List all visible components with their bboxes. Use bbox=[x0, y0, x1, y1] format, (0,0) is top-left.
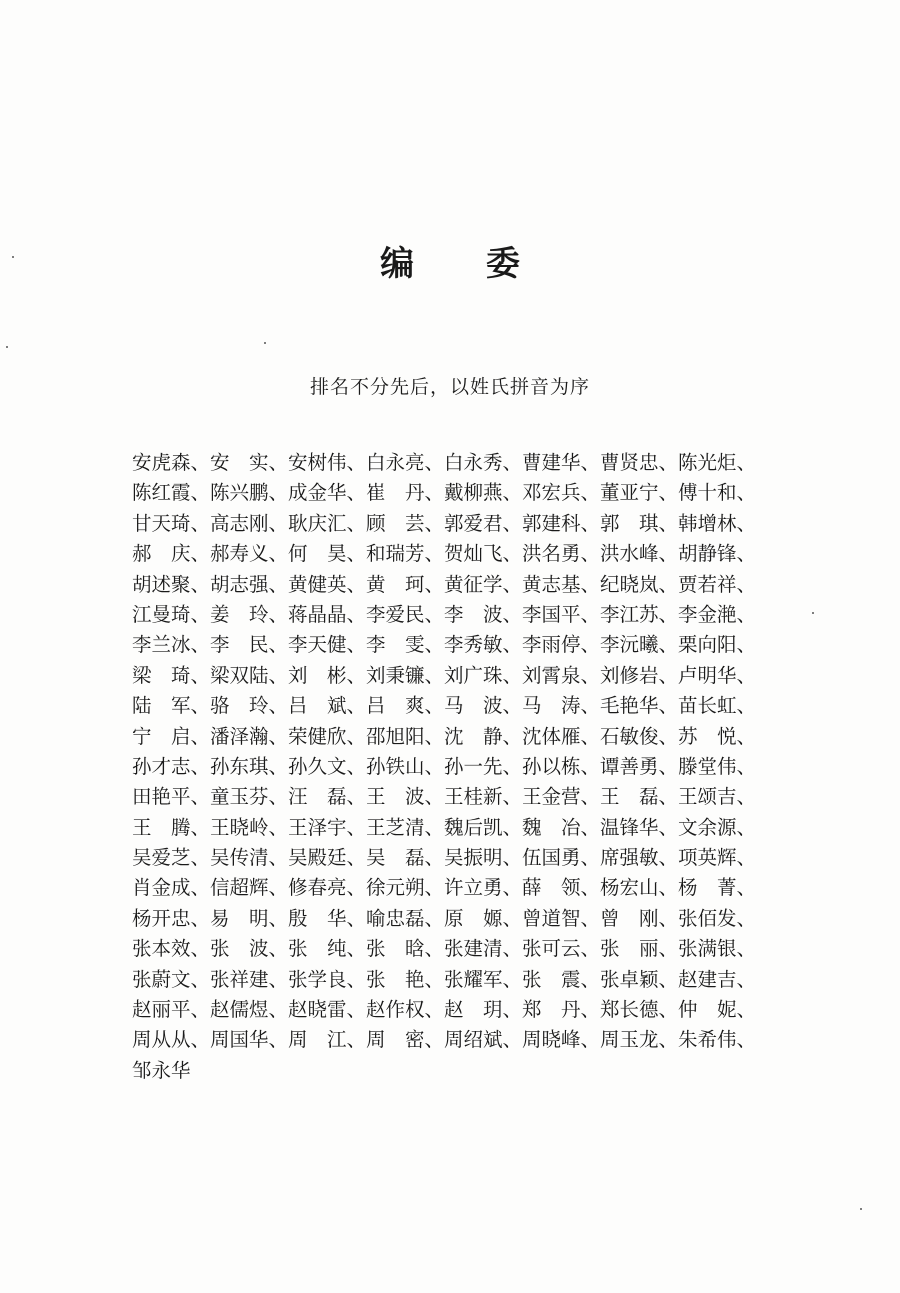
committee-member-name: 伍国勇、 bbox=[522, 846, 601, 870]
committee-member-name: 栗向阳、 bbox=[678, 633, 757, 657]
committee-member-name: 席强敏、 bbox=[600, 846, 679, 870]
committee-member-name: 曹建华、 bbox=[522, 451, 601, 474]
committee-member-name: 周玉龙、 bbox=[600, 1028, 679, 1052]
committee-member-name: 顾 芸、 bbox=[366, 511, 445, 535]
committee-member-name: 汪 磊、 bbox=[288, 785, 367, 809]
committee-member-name: 崔 丹、 bbox=[366, 481, 445, 505]
committee-member-name: 苗长虹、 bbox=[678, 694, 757, 718]
committee-member-name: 孙久文、 bbox=[288, 754, 367, 778]
name-row bbox=[132, 630, 762, 660]
scan-speck bbox=[812, 612, 814, 614]
committee-member-name: 董亚宁、 bbox=[600, 481, 679, 505]
committee-member-name: 胡述聚、 bbox=[132, 572, 211, 596]
committee-member-name: 宁 启、 bbox=[132, 724, 211, 748]
committee-member-name: 白永秀、 bbox=[444, 451, 523, 474]
committee-member-name: 赵作权、 bbox=[366, 998, 445, 1022]
committee-member-name: 李雨停、 bbox=[522, 633, 601, 657]
committee-member-name: 郝寿义、 bbox=[210, 542, 289, 566]
committee-member-name: 信超辉、 bbox=[210, 876, 289, 900]
committee-member-name: 荣健欣、 bbox=[288, 724, 367, 748]
committee-member-name: 王 腾、 bbox=[132, 815, 211, 839]
name-row bbox=[132, 448, 762, 478]
committee-member-name: 周 江、 bbox=[288, 1028, 367, 1052]
committee-member-name: 胡志强、 bbox=[210, 572, 289, 596]
committee-member-name: 李兰冰、 bbox=[132, 633, 211, 657]
committee-member-name: 曾道智、 bbox=[522, 906, 601, 930]
committee-member-name: 赵儒煜、 bbox=[210, 998, 289, 1022]
committee-member-name: 王金营、 bbox=[522, 785, 601, 809]
committee-member-name: 薛 领、 bbox=[522, 876, 601, 900]
committee-member-name: 郭 琪、 bbox=[600, 511, 679, 535]
committee-member-name: 耿庆汇、 bbox=[288, 511, 367, 535]
scan-speck bbox=[12, 256, 14, 258]
committee-member-name: 石敏俊、 bbox=[600, 724, 679, 748]
committee-member-name: 李 波、 bbox=[444, 602, 523, 626]
scan-speck bbox=[860, 1208, 862, 1210]
committee-member-name: 李天健、 bbox=[288, 633, 367, 657]
committee-member-name: 喻忠磊、 bbox=[366, 906, 445, 930]
committee-member-name: 潘泽瀚、 bbox=[210, 724, 289, 748]
committee-member-name: 温锋华、 bbox=[600, 815, 679, 839]
name-row bbox=[132, 934, 762, 964]
committee-member-name: 马 涛、 bbox=[522, 694, 601, 718]
page-title: 编 委 bbox=[380, 244, 550, 284]
committee-member-name: 洪水峰、 bbox=[600, 542, 679, 566]
name-row bbox=[132, 570, 762, 600]
committee-member-name: 曹贤忠、 bbox=[600, 451, 679, 474]
committee-member-name: 肖金成、 bbox=[132, 876, 211, 900]
committee-member-name: 孙一先、 bbox=[444, 754, 523, 778]
committee-member-name: 杨 菁、 bbox=[678, 876, 757, 900]
committee-member-name: 张本效、 bbox=[132, 937, 211, 961]
committee-member-name: 项英辉、 bbox=[678, 846, 757, 870]
name-row bbox=[132, 995, 762, 1025]
committee-member-name: 张 晗、 bbox=[366, 937, 445, 961]
committee-member-name: 黄 珂、 bbox=[366, 572, 445, 596]
committee-member-name: 黄志基、 bbox=[522, 572, 601, 596]
committee-member-name: 陈兴鹏、 bbox=[210, 481, 289, 505]
committee-member-name: 李 民、 bbox=[210, 633, 289, 657]
committee-member-name: 周国华、 bbox=[210, 1028, 289, 1052]
committee-member-name: 王桂新、 bbox=[444, 785, 523, 809]
committee-member-name: 梁 琦、 bbox=[132, 663, 211, 687]
committee-member-name: 张 纯、 bbox=[288, 937, 367, 961]
committee-member-name: 赵晓雷、 bbox=[288, 998, 367, 1022]
committee-member-name: 吕 爽、 bbox=[366, 694, 445, 718]
committee-member-name: 张耀军、 bbox=[444, 967, 523, 991]
committee-member-name: 仲 妮、 bbox=[678, 998, 757, 1022]
name-row bbox=[132, 539, 762, 569]
committee-member-name: 和瑞芳、 bbox=[366, 542, 445, 566]
name-row bbox=[132, 691, 762, 721]
committee-member-name: 孙以栋、 bbox=[522, 754, 601, 778]
committee-member-name: 纪晓岚、 bbox=[600, 572, 679, 596]
name-row bbox=[132, 782, 762, 812]
name-row bbox=[132, 752, 762, 782]
committee-member-name: 张 丽、 bbox=[600, 937, 679, 961]
ordering-note: 排名不分先后，以姓氏拼音为序 bbox=[309, 376, 590, 398]
committee-member-name: 贺灿飞、 bbox=[444, 542, 523, 566]
committee-member-name: 胡静锋、 bbox=[678, 542, 757, 566]
name-row bbox=[132, 873, 762, 903]
committee-member-name: 李江苏、 bbox=[600, 602, 679, 626]
committee-member-name: 邓宏兵、 bbox=[522, 481, 601, 505]
name-row bbox=[132, 843, 762, 873]
committee-member-name: 谭善勇、 bbox=[600, 754, 679, 778]
committee-member-name: 安 实、 bbox=[210, 451, 289, 474]
name-row bbox=[132, 1056, 762, 1086]
committee-member-name: 周从从、 bbox=[132, 1028, 211, 1052]
committee-member-name: 朱希伟、 bbox=[678, 1028, 757, 1052]
scan-speck bbox=[6, 346, 8, 348]
name-row bbox=[132, 1025, 762, 1055]
committee-member-name: 王 波、 bbox=[366, 785, 445, 809]
committee-member-name: 王颂吉、 bbox=[678, 785, 757, 809]
committee-member-name: 杨开忠、 bbox=[132, 906, 211, 930]
committee-member-name: 沈体雁、 bbox=[522, 724, 601, 748]
committee-member-name: 洪名勇、 bbox=[522, 542, 601, 566]
committee-member-name: 徐元朔、 bbox=[366, 876, 445, 900]
committee-member-name: 刘广珠、 bbox=[444, 663, 523, 687]
committee-member-name: 赵丽平、 bbox=[132, 998, 211, 1022]
committee-member-name: 张 艳、 bbox=[366, 967, 445, 991]
committee-member-name: 易 明、 bbox=[210, 906, 289, 930]
committee-member-name: 甘天琦、 bbox=[132, 511, 211, 535]
name-row bbox=[132, 722, 762, 752]
committee-member-name: 吴 磊、 bbox=[366, 846, 445, 870]
committee-member-name: 孙东琪、 bbox=[210, 754, 289, 778]
committee-member-name: 王泽宇、 bbox=[288, 815, 367, 839]
committee-member-name: 吴传清、 bbox=[210, 846, 289, 870]
committee-member-name: 高志刚、 bbox=[210, 511, 289, 535]
name-row bbox=[132, 600, 762, 630]
committee-member-name: 成金华、 bbox=[288, 481, 367, 505]
committee-member-name: 张满银、 bbox=[678, 937, 757, 961]
committee-member-name: 陈红霞、 bbox=[132, 481, 211, 505]
committee-member-name: 张佰发、 bbox=[678, 906, 757, 930]
committee-member-name: 张 震、 bbox=[522, 967, 601, 991]
committee-member-name: 安树伟、 bbox=[288, 451, 367, 474]
committee-member-name: 赵 玥、 bbox=[444, 998, 523, 1022]
committee-member-name: 刘 彬、 bbox=[288, 663, 367, 687]
committee-member-name: 陆 军、 bbox=[132, 694, 211, 718]
committee-member-name: 赵建吉、 bbox=[678, 967, 757, 991]
committee-member-name: 吴爱芝、 bbox=[132, 846, 211, 870]
name-row bbox=[132, 509, 762, 539]
committee-member-name: 张学良、 bbox=[288, 967, 367, 991]
committee-member-name: 江曼琦、 bbox=[132, 602, 211, 626]
committee-member-name: 许立勇、 bbox=[444, 876, 523, 900]
committee-member-name: 李爱民、 bbox=[366, 602, 445, 626]
committee-member-name: 刘修岩、 bbox=[600, 663, 679, 687]
committee-member-name: 魏 冶、 bbox=[522, 815, 601, 839]
committee-member-name: 张 波、 bbox=[210, 937, 289, 961]
committee-member-name: 卢明华、 bbox=[678, 663, 757, 687]
committee-member-name: 刘秉镰、 bbox=[366, 663, 445, 687]
committee-member-name: 滕堂伟、 bbox=[678, 754, 757, 778]
committee-member-name: 李沅曦、 bbox=[600, 633, 679, 657]
committee-member-name: 魏后凯、 bbox=[444, 815, 523, 839]
committee-member-name: 马 波、 bbox=[444, 694, 523, 718]
committee-member-name: 吕 斌、 bbox=[288, 694, 367, 718]
committee-member-name: 蒋晶晶、 bbox=[288, 602, 367, 626]
committee-member-name: 戴柳燕、 bbox=[444, 481, 523, 505]
committee-member-name: 李金滟、 bbox=[678, 602, 757, 626]
committee-member-name: 安虎森、 bbox=[132, 451, 211, 474]
committee-member-name: 陈光炬、 bbox=[678, 451, 757, 474]
committee-member-name: 苏 悦、 bbox=[678, 724, 757, 748]
committee-member-name: 原 嫄、 bbox=[444, 906, 523, 930]
committee-member-name: 骆 玲、 bbox=[210, 694, 289, 718]
name-row bbox=[132, 965, 762, 995]
committee-member-name: 孙铁山、 bbox=[366, 754, 445, 778]
name-row bbox=[132, 661, 762, 691]
committee-member-name: 郑长德、 bbox=[600, 998, 679, 1022]
committee-member-name: 邹永华 bbox=[132, 1058, 191, 1082]
name-row bbox=[132, 904, 762, 934]
committee-member-name: 文余源、 bbox=[678, 815, 757, 839]
committee-member-name: 刘霄泉、 bbox=[522, 663, 601, 687]
committee-member-name: 李国平、 bbox=[522, 602, 601, 626]
committee-member-name: 邵旭阳、 bbox=[366, 724, 445, 748]
committee-member-name: 孙才志、 bbox=[132, 754, 211, 778]
committee-member-name: 王晓岭、 bbox=[210, 815, 289, 839]
committee-member-name: 张蔚文、 bbox=[132, 967, 211, 991]
committee-member-name: 王 磊、 bbox=[600, 785, 679, 809]
committee-member-name: 黄征学、 bbox=[444, 572, 523, 596]
committee-member-name: 修春亮、 bbox=[288, 876, 367, 900]
committee-member-name: 周 密、 bbox=[366, 1028, 445, 1052]
committee-member-name: 张建清、 bbox=[444, 937, 523, 961]
committee-member-name: 张祥建、 bbox=[210, 967, 289, 991]
committee-member-name: 张卓颖、 bbox=[600, 967, 679, 991]
committee-member-name: 杨宏山、 bbox=[600, 876, 679, 900]
committee-member-name: 黄健英、 bbox=[288, 572, 367, 596]
committee-member-name: 韩增林、 bbox=[678, 511, 757, 535]
committee-member-name: 贾若祥、 bbox=[678, 572, 757, 596]
scan-speck bbox=[264, 342, 266, 344]
committee-member-name: 李秀敏、 bbox=[444, 633, 523, 657]
committee-member-name: 白永亮、 bbox=[366, 451, 445, 474]
committee-member-name: 周绍斌、 bbox=[444, 1028, 523, 1052]
name-row bbox=[132, 478, 762, 508]
committee-member-name: 张可云、 bbox=[522, 937, 601, 961]
committee-member-name: 曾 刚、 bbox=[600, 906, 679, 930]
committee-member-name: 殷 华、 bbox=[288, 906, 367, 930]
committee-member-name: 李 雯、 bbox=[366, 633, 445, 657]
committee-member-name: 郝 庆、 bbox=[132, 542, 211, 566]
committee-member-name: 王芝清、 bbox=[366, 815, 445, 839]
committee-member-name: 童玉芬、 bbox=[210, 785, 289, 809]
name-row bbox=[132, 813, 762, 843]
committee-member-name: 田艳平、 bbox=[132, 785, 211, 809]
committee-member-name: 吴殿廷、 bbox=[288, 846, 367, 870]
committee-member-name: 郑 丹、 bbox=[522, 998, 601, 1022]
committee-member-name: 梁双陆、 bbox=[210, 663, 289, 687]
committee-member-name: 沈 静、 bbox=[444, 724, 523, 748]
committee-member-name: 郭爱君、 bbox=[444, 511, 523, 535]
committee-member-name: 何 昊、 bbox=[288, 542, 367, 566]
committee-member-name: 吴振明、 bbox=[444, 846, 523, 870]
committee-member-name: 周晓峰、 bbox=[522, 1028, 601, 1052]
committee-member-name: 毛艳华、 bbox=[600, 694, 679, 718]
editorial-committee-list bbox=[132, 448, 762, 1086]
committee-member-name: 郭建科、 bbox=[522, 511, 601, 535]
committee-member-name: 傅十和、 bbox=[678, 481, 757, 505]
committee-member-name: 姜 玲、 bbox=[210, 602, 289, 626]
